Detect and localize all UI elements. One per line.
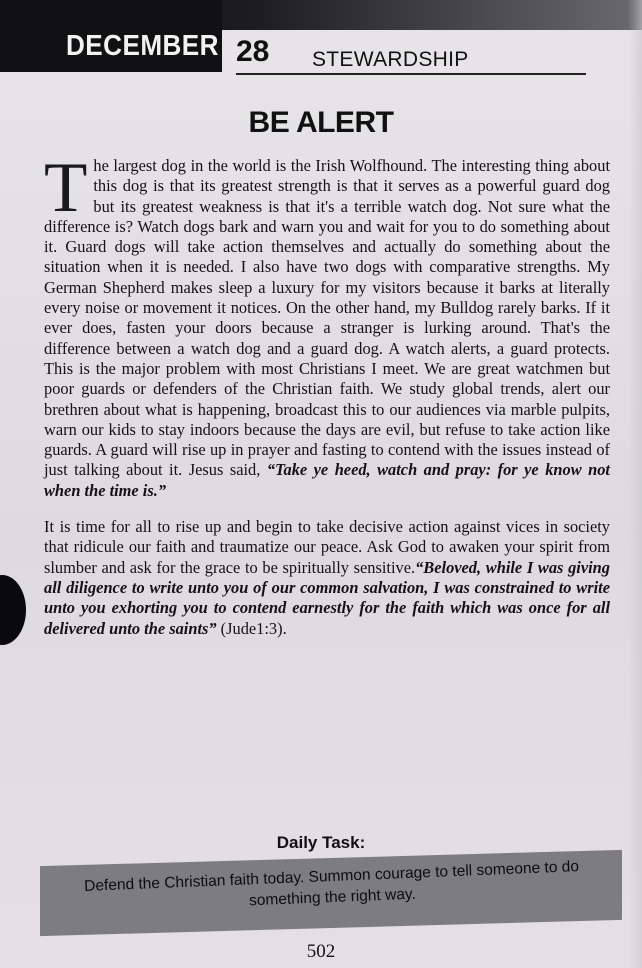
daily-task-text: Defend the Christian faith today. Summon courage to tell someone to do something the right way. (83, 858, 580, 910)
paragraph-1-text: he largest dog in the world is the Irish Wolfhound. The interesting thing about this dog is that its greatest strength is that it serves as a powerful guard dog but its greatest weakness is that it's a terrible watch dog. Not sure what the difference is? Watch dogs bark and warn you and wait for you to do something about it. Guard dogs will take action themselves and actually do something about the situation when it is needed. I also have two dogs with comparative strengths. My German Shepherd makes sleep a luxury for my visitors because it barks at literally every noise or movement it notices. On the other hand, my Bulldog rarely barks. If it ever does, fasten your doors because a stranger is lurking around. That's the difference between a watch dog and a guard dog. A watch alerts, a guard protects. This is the major problem with most Christians I meet. We are great watchmen but poor guards or defenders of the Christian faith. We study global trends, alert our brethren about what is happening, broadcast this to our audiences via marble pulpits, warn our kids to stay indoors because the days are evil, but refuse to take action like guards. A guard will rise up in prayer and fasting to contend with the issues instead of just talking about it. Jesus said, (44, 156, 610, 480)
day-number: 28 (236, 35, 270, 68)
scripture-quote-2: “Beloved, while I was giving all diligence to write unto you of our common salvation, I was constrained to write unto you exhorting you to contend earnestly for the faith which was once for all delivered unto the saints” (44, 557, 610, 638)
scripture-reference: (Jude1:3). (216, 618, 287, 638)
header-divider (236, 73, 586, 75)
finger-shadow (0, 575, 26, 645)
paragraph-2 (44, 517, 610, 639)
scripture-quote-1: “Take ye heed, watch and pray: for ye know not when the time is.” (44, 460, 610, 500)
month-label: DECEMBER (66, 30, 219, 62)
page-title: BE ALERT (248, 106, 394, 139)
drop-cap: T (44, 149, 88, 227)
page-number: 502 (306, 941, 336, 962)
paragraph-2-text: It is time for all to rise up and begin to take decisive action against vices in society that ridicule our faith and traumatize our peace. Ask God to awaken your spirit from slumber and ask for the grace to be spiritually sensitive. (44, 517, 610, 577)
paragraph-1 (44, 149, 610, 501)
category-label: STEWARDSHIP (312, 48, 469, 71)
devotional-body (44, 149, 610, 639)
daily-task-heading: Daily Task: (276, 833, 366, 852)
page-edge-shading (628, 0, 642, 968)
